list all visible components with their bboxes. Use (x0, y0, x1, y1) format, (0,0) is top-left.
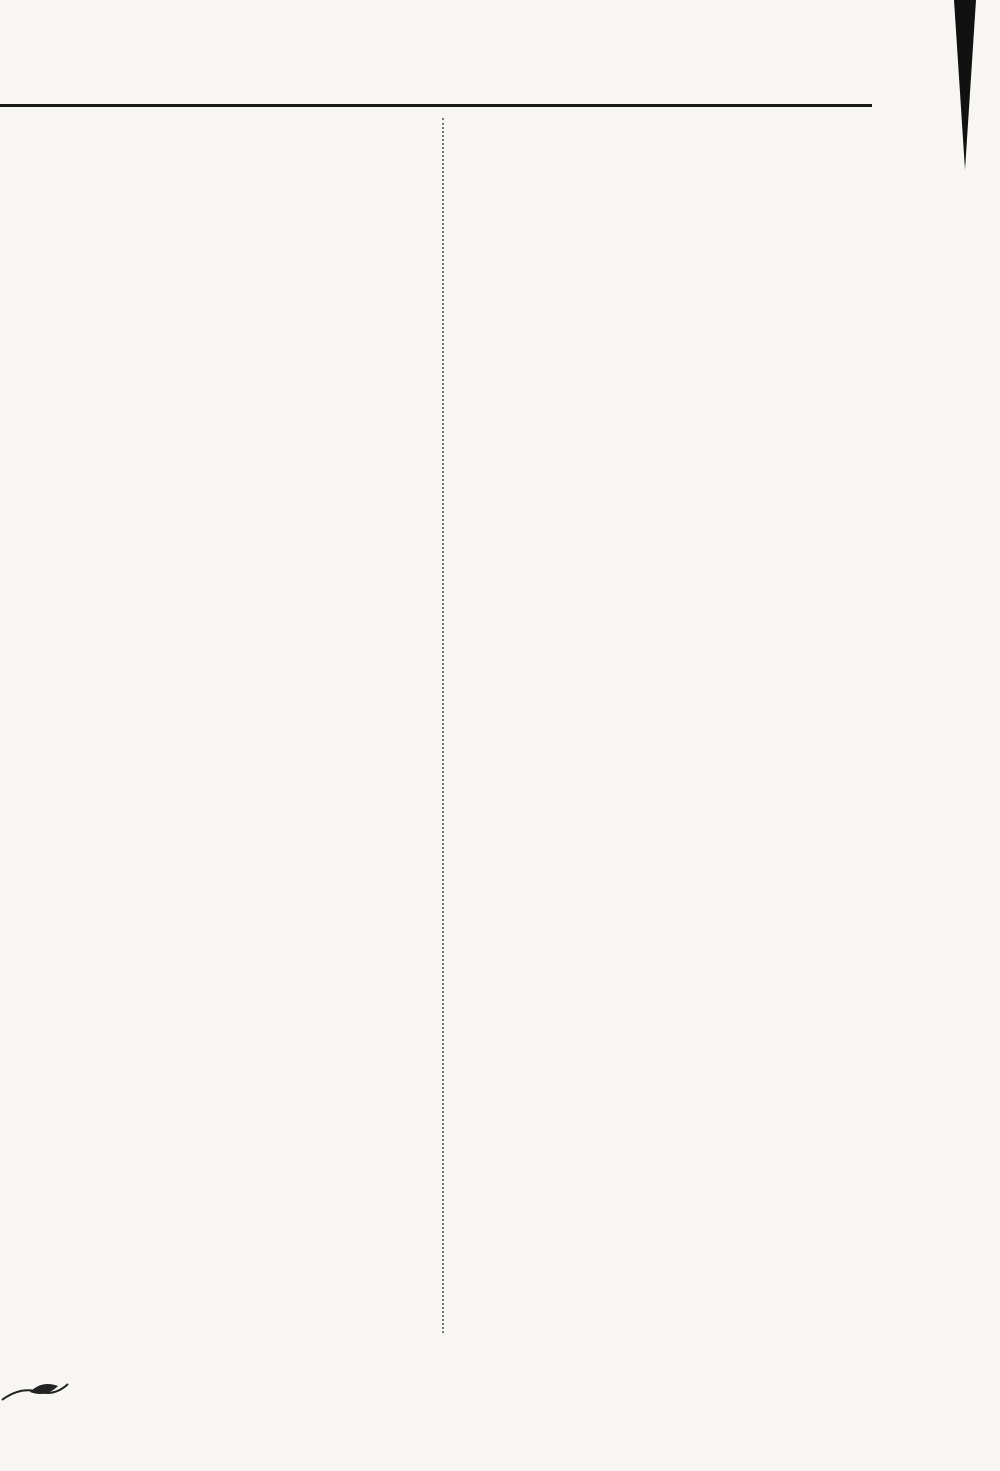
corner-thumb-mark (954, 0, 976, 170)
header-rule (0, 104, 872, 107)
leaf-ornament-icon (0, 1378, 70, 1408)
watermark (820, 1380, 990, 1464)
column-divider (442, 118, 444, 1333)
